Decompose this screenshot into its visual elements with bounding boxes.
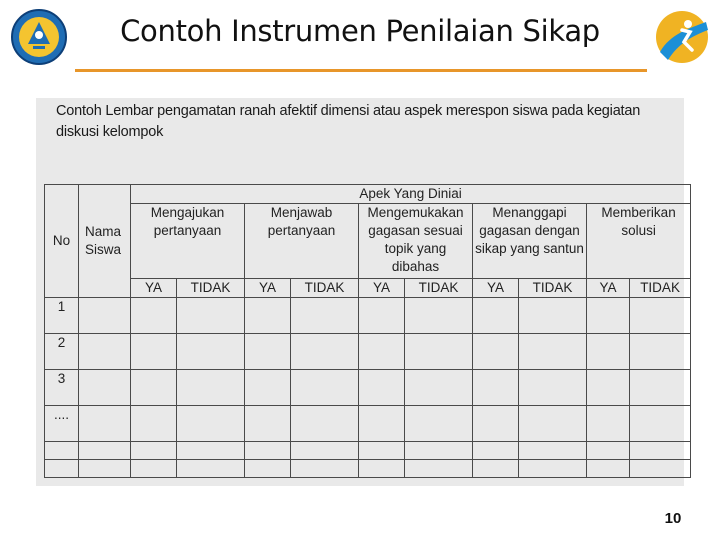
header-no: No <box>45 185 79 298</box>
table-cell <box>405 460 473 478</box>
header-tidak: TIDAK <box>519 279 587 298</box>
title-underline <box>75 69 647 72</box>
row-number: .... <box>45 406 79 442</box>
table-cell <box>79 460 131 478</box>
table-cell <box>245 406 291 442</box>
table-cell <box>177 442 245 460</box>
header-aspect: Mengajukan pertanyaan <box>131 204 245 279</box>
table-cell <box>177 334 245 370</box>
table-cell <box>291 460 359 478</box>
header-aspect: Mengemukakan gagasan sesuai topik yang dibahas <box>359 204 473 279</box>
table-cell <box>45 442 79 460</box>
header-name: Nama Siswa <box>79 185 131 298</box>
table-cell <box>131 334 177 370</box>
table-cell <box>245 298 291 334</box>
table-cell <box>45 460 79 478</box>
table-cell <box>587 370 630 406</box>
header-tidak: TIDAK <box>630 279 691 298</box>
table-cell <box>245 442 291 460</box>
table-cell <box>473 460 519 478</box>
table-cell <box>519 406 587 442</box>
table-cell <box>519 370 587 406</box>
table-row <box>45 442 691 460</box>
header-aspect: Menjawab pertanyaan <box>245 204 359 279</box>
table-cell <box>291 406 359 442</box>
table-row <box>45 406 691 442</box>
table-cell <box>630 298 691 334</box>
table-cell <box>519 460 587 478</box>
table-cell <box>587 442 630 460</box>
row-number: 1 <box>45 298 79 334</box>
table-cell <box>405 442 473 460</box>
worksheet-image <box>36 98 684 486</box>
table-cell <box>359 442 405 460</box>
table-cell <box>405 298 473 334</box>
table-row <box>45 334 691 370</box>
worksheet-caption: Contoh Lembar pengamatan ranah afektif dimensi atau aspek merespon siswa pada kegiatan diskusi kelompok <box>56 103 641 140</box>
table-cell <box>79 406 131 442</box>
header-ya: YA <box>131 279 177 298</box>
row-number: 2 <box>45 334 79 370</box>
table-cell <box>131 370 177 406</box>
table-cell <box>359 298 405 334</box>
table-cell <box>177 370 245 406</box>
table-cell <box>587 460 630 478</box>
table-cell <box>177 460 245 478</box>
table-cell <box>79 334 131 370</box>
table-cell <box>587 334 630 370</box>
header-tidak: TIDAK <box>405 279 473 298</box>
header-tidak: TIDAK <box>291 279 359 298</box>
table-cell <box>245 334 291 370</box>
header-ya: YA <box>245 279 291 298</box>
row-number: 3 <box>45 370 79 406</box>
table-cell <box>359 406 405 442</box>
table-cell <box>473 370 519 406</box>
table-cell <box>587 298 630 334</box>
table-cell <box>587 406 630 442</box>
table-cell <box>359 334 405 370</box>
table-cell <box>405 334 473 370</box>
table-cell <box>630 334 691 370</box>
slide-title: Contoh Instrumen Penilaian Sikap <box>120 14 600 48</box>
table-cell <box>291 442 359 460</box>
table-cell <box>291 334 359 370</box>
header-aspect: Menanggapi gagasan dengan sikap yang santun <box>473 204 587 279</box>
table-cell <box>519 442 587 460</box>
table-cell <box>630 442 691 460</box>
table-row <box>45 460 691 478</box>
table-cell <box>291 298 359 334</box>
table-cell <box>131 460 177 478</box>
table-cell <box>519 298 587 334</box>
table-cell <box>245 370 291 406</box>
header-ya: YA <box>587 279 630 298</box>
table-cell <box>519 334 587 370</box>
header-aspect: Memberikan solusi <box>587 204 691 279</box>
table-cell <box>245 460 291 478</box>
table-cell <box>79 298 131 334</box>
table-cell <box>405 406 473 442</box>
table-cell <box>473 406 519 442</box>
table-cell <box>359 460 405 478</box>
table-row <box>45 298 691 334</box>
table-cell <box>473 442 519 460</box>
header-group: Apek Yang Diniai <box>131 185 691 204</box>
table-cell <box>473 334 519 370</box>
table-cell <box>630 406 691 442</box>
header-tidak: TIDAK <box>177 279 245 298</box>
table-cell <box>630 460 691 478</box>
table-row <box>45 370 691 406</box>
table-cell <box>131 406 177 442</box>
table-cell <box>79 370 131 406</box>
header-ya: YA <box>473 279 519 298</box>
table-cell <box>405 370 473 406</box>
observation-table <box>44 184 691 478</box>
table-cell <box>630 370 691 406</box>
table-cell <box>79 442 131 460</box>
table-cell <box>291 370 359 406</box>
kurikulum-2013-logo-icon <box>652 8 714 70</box>
page-number: 10 <box>664 510 682 527</box>
table-cell <box>177 298 245 334</box>
table-cell <box>359 370 405 406</box>
table-cell <box>131 442 177 460</box>
table-cell <box>131 298 177 334</box>
table-cell <box>177 406 245 442</box>
header-ya: YA <box>359 279 405 298</box>
table-cell <box>473 298 519 334</box>
